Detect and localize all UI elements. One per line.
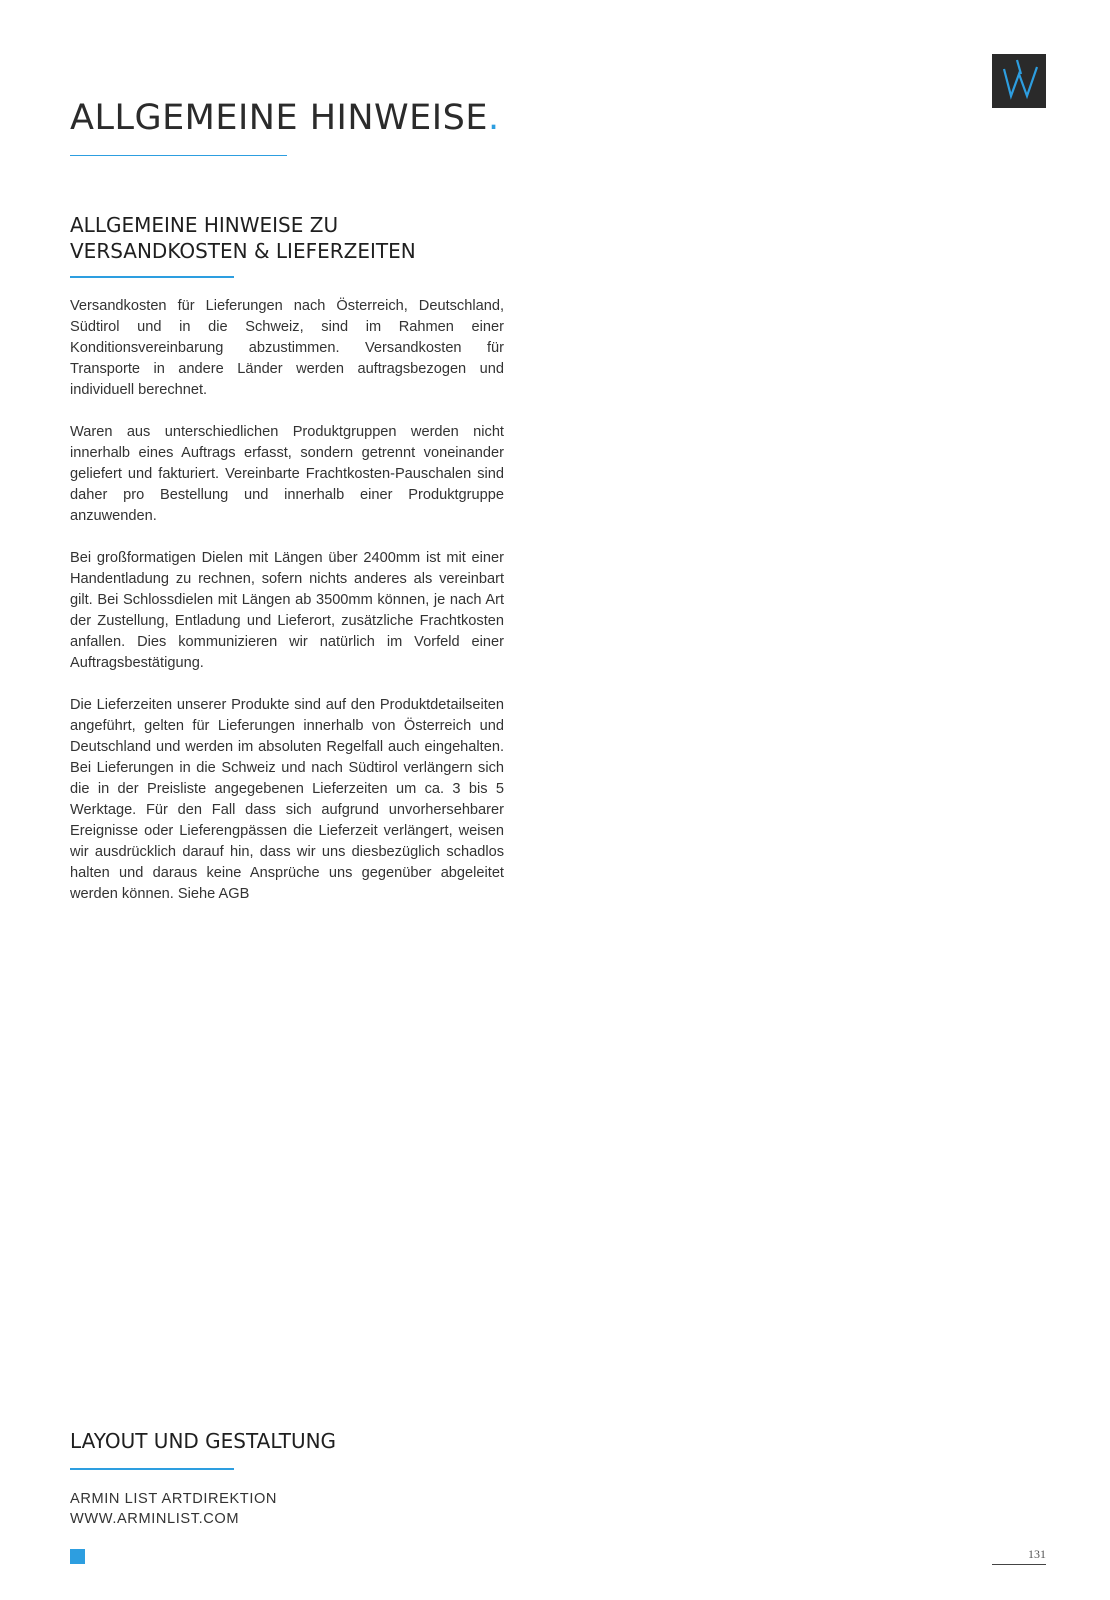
page-title <box>70 98 500 138</box>
paragraph-shipping-costs: Versandkosten für Lieferungen nach Österreich, Deutschland, Südtirol und in die Schweiz, sind im Rahmen einer Konditionsvereinbarung abzustimmen. Versandkosten für Transporte in andere Länder werden auftragsbezogen und individuell berechnet. <box>70 298 504 398</box>
section-heading <box>70 212 530 264</box>
page-number: 131 <box>1028 1547 1046 1561</box>
section-heading-line1: ALLGEMEINE HINWEISE ZU <box>70 213 339 237</box>
paragraph-product-groups: Waren aus unterschiedlichen Produktgruppen werden nicht innerhalb eines Auftrags erfasst, sondern getrennt voneinander geliefert und fakturiert. Vereinbarte Frachtkosten-Pauschalen sind daher pro Bestellung und innerhalb einer Produktgruppe anzuwenden. <box>70 424 504 524</box>
credits-website: WWW.ARMINLIST.COM <box>70 1511 240 1527</box>
page-title-dot: . <box>487 98 500 138</box>
section-underline <box>70 276 234 278</box>
title-underline <box>70 155 287 156</box>
credits-underline <box>70 1468 234 1470</box>
credits-heading: LAYOUT UND GESTALTUNG <box>70 1429 337 1453</box>
page-number-underline <box>992 1564 1046 1565</box>
page-title-text: ALLGEMEINE HINWEISE <box>70 98 488 138</box>
paragraph-delivery-times: Die Lieferzeiten unserer Produkte sind auf den Produktdetailseiten angeführt, gelten für Lieferungen innerhalb von Österreich und Deutschland und werden im absoluten Regelfall auch eingehalten. Bei Lieferungen in die Schweiz und nach Südtirol verlängern sich die in der Preisliste angegebenen Lieferzeiten um ca. 3 bis 5 Werktage. Für den Fall dass sich aufgrund unvorhersehbarer Ereignisse oder Lieferengpässen die Lieferzeit verlängert, weisen wir ausdrücklich darauf hin, dass wir uns diesbezüglich schadlos halten und daraus keine Ansprüche uns gegenüber abgeleitet werden können. Siehe AGB <box>70 697 504 902</box>
section-body <box>70 296 504 926</box>
w-logo-icon <box>992 54 1046 108</box>
corner-accent-square <box>70 1549 85 1564</box>
section-heading-line2: VERSANDKOSTEN & LIEFERZEITEN <box>70 239 416 263</box>
brand-logo <box>992 54 1046 108</box>
paragraph-large-boards: Bei großformatigen Dielen mit Längen über 2400mm ist mit einer Handentladung zu rechnen, sofern nichts anderes als vereinbart gilt. Bei Schlossdielen mit Längen ab 3500mm können, je nach Art der Zustellung, Entladung und Lieferort, zusätzliche Frachtkosten anfallen. Dies kommunizieren wir natürlich im Vorfeld einer Auftragsbestätigung. <box>70 550 504 671</box>
credits-agency: ARMIN LIST ARTDIREKTION <box>70 1491 278 1507</box>
